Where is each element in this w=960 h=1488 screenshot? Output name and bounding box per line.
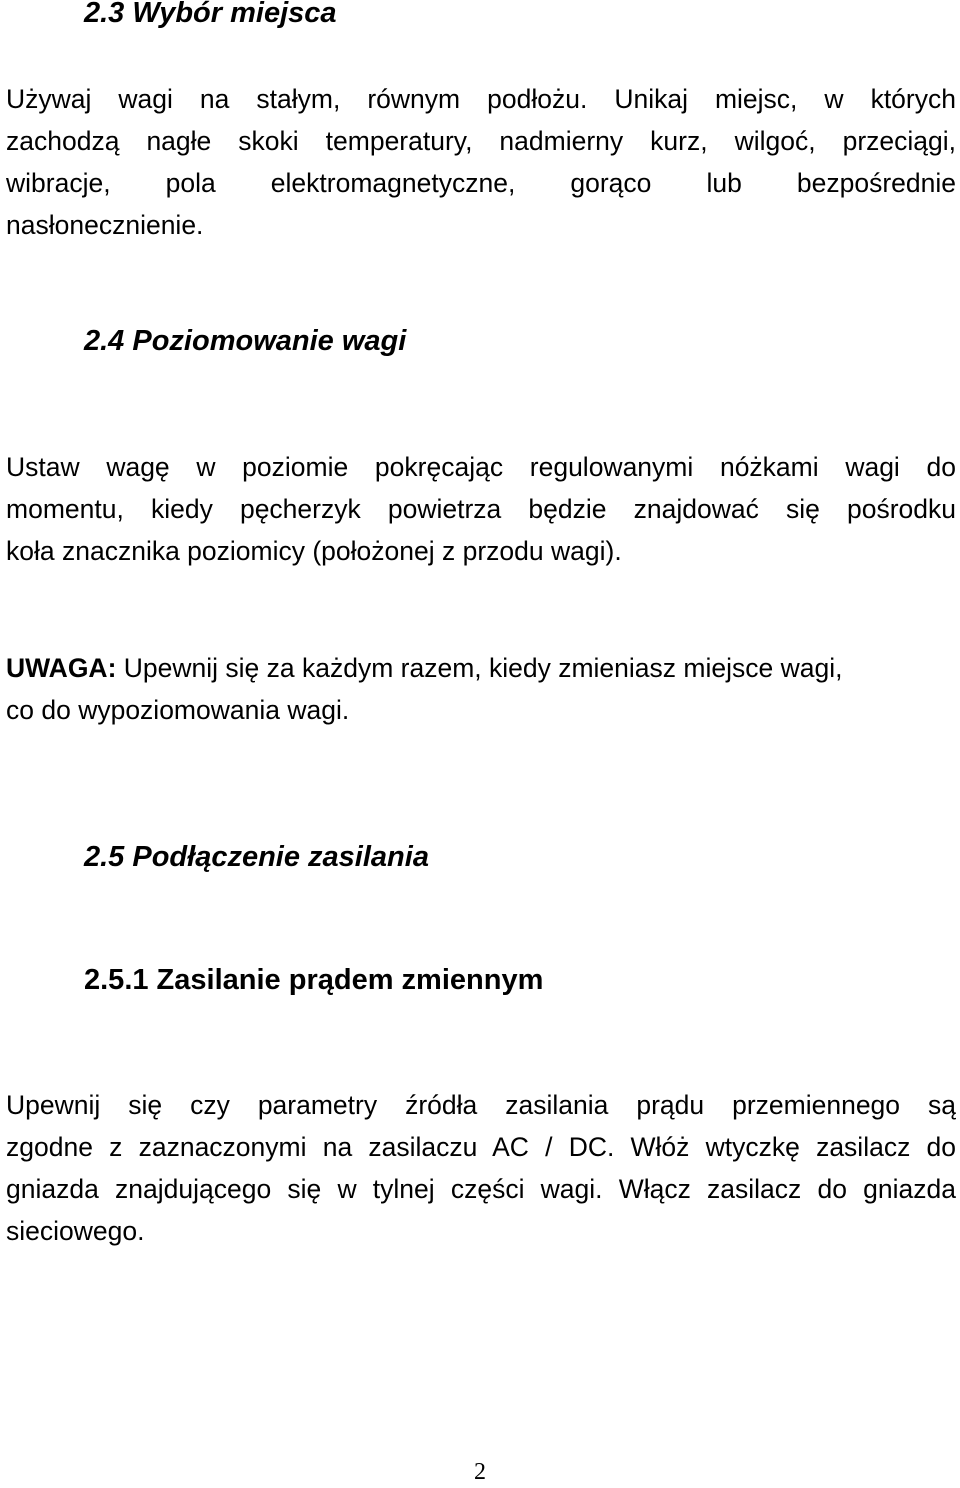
section-heading-2-5-1: 2.5.1 Zasilanie prądem zmiennym (84, 964, 544, 996)
paragraph-line (6, 647, 956, 689)
section-heading-2-5: 2.5 Podłączenie zasilania (84, 841, 429, 873)
paragraph-warning-note (6, 647, 956, 731)
paragraph-line: sieciowego. (6, 1216, 145, 1246)
paragraph-line: wibracje, pola elektromagnetyczne, gorąco lub bezpośrednie (6, 168, 956, 198)
paragraph-line: koła znacznika poziomicy (położonej z przodu wagi). (6, 536, 622, 566)
page-number: 2 (474, 1459, 486, 1485)
paragraph-leveling (6, 446, 956, 572)
section-heading-2-4: 2.4 Poziomowanie wagi (84, 325, 407, 357)
paragraph-line: co do wypoziomowania wagi. (6, 695, 350, 725)
paragraph-location (6, 78, 956, 246)
warning-label: UWAGA: (6, 653, 117, 683)
paragraph-line: nasłonecznienie. (6, 210, 204, 240)
paragraph-line: Ustaw wagę w poziomie pokręcając regulowanymi nóżkami wagi do (6, 452, 956, 482)
paragraph-line: Używaj wagi na stałym, równym podłożu. Unikaj miejsc, w których (6, 84, 956, 114)
paragraph-line: zgodne z zaznaczonymi na zasilaczu AC / DC. Włóż wtyczkę zasilacz do (6, 1132, 956, 1162)
paragraph-line: momentu, kiedy pęcherzyk powietrza będzie znajdować się pośrodku (6, 494, 956, 524)
paragraph-line: Upewnij się czy parametry źródła zasilania prądu przemiennego są (6, 1090, 956, 1120)
paragraph-ac-power (6, 1084, 956, 1252)
paragraph-line: zachodzą nagłe skoki temperatury, nadmierny kurz, wilgoć, przeciągi, (6, 126, 956, 156)
warning-text: Upewnij się za każdym razem, kiedy zmieniasz miejsce wagi, (116, 653, 843, 683)
section-heading-2-3: 2.3 Wybór miejsca (84, 0, 337, 29)
paragraph-line: gniazda znajdującego się w tylnej części wagi. Włącz zasilacz do gniazda (6, 1174, 956, 1204)
